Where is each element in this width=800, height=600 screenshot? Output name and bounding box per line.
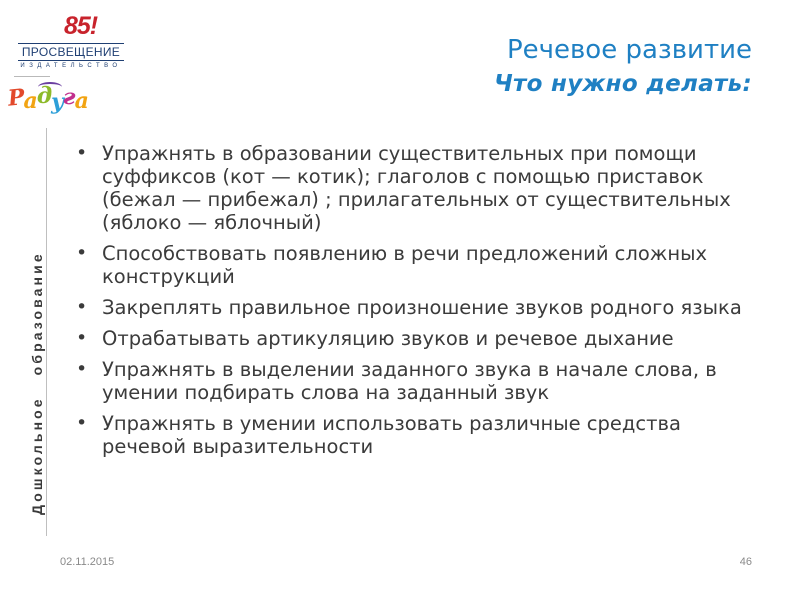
sidebar-divider (46, 128, 47, 536)
raduga-logo (6, 82, 88, 122)
slide-content (72, 142, 762, 466)
raduga-letters: Радуга (6, 83, 88, 115)
publisher-anniversary-mark: 85! (64, 12, 98, 40)
publisher-rule-top (18, 43, 124, 44)
page-number: 46 (739, 556, 752, 568)
footer-date: 02.11.2015 (60, 556, 115, 568)
bullet-item: • Закреплять правильное произношение звуков родного языка (72, 296, 762, 319)
title-subtitle: Что нужно делать: (494, 71, 752, 97)
bullet-item: • Упражнять в образовании существительных при помощи суффиксов (кот — котик); глаголов с помощью приставок (бежал — прибежал) ; прилагательных от существительных (яблоко — яблочный) (72, 142, 762, 234)
bullet-item: • Способствовать появлению в речи предложений сложных конструкций (72, 242, 762, 288)
title-main: Речевое развитие (506, 35, 752, 65)
bullet-item: • Отрабатывать артикуляцию звуков и речевое дыхание (72, 327, 762, 350)
slide-title (494, 32, 752, 100)
bullet-list (72, 142, 762, 458)
publisher-subtitle: ИЗДАТЕЛЬСТВО (20, 63, 122, 69)
publisher-rule-bottom (18, 60, 124, 61)
publisher-logo (12, 14, 130, 70)
bullet-item: • Упражнять в умении использовать различные средства речевой выразительности (72, 412, 762, 458)
logo-divider (14, 76, 50, 77)
publisher-name: ПРОСВЕЩЕНИЕ (21, 45, 121, 59)
bullet-item: • Упражнять в выделении заданного звука в начале слова, в умении подбирать слова на заданный звук (72, 358, 762, 404)
